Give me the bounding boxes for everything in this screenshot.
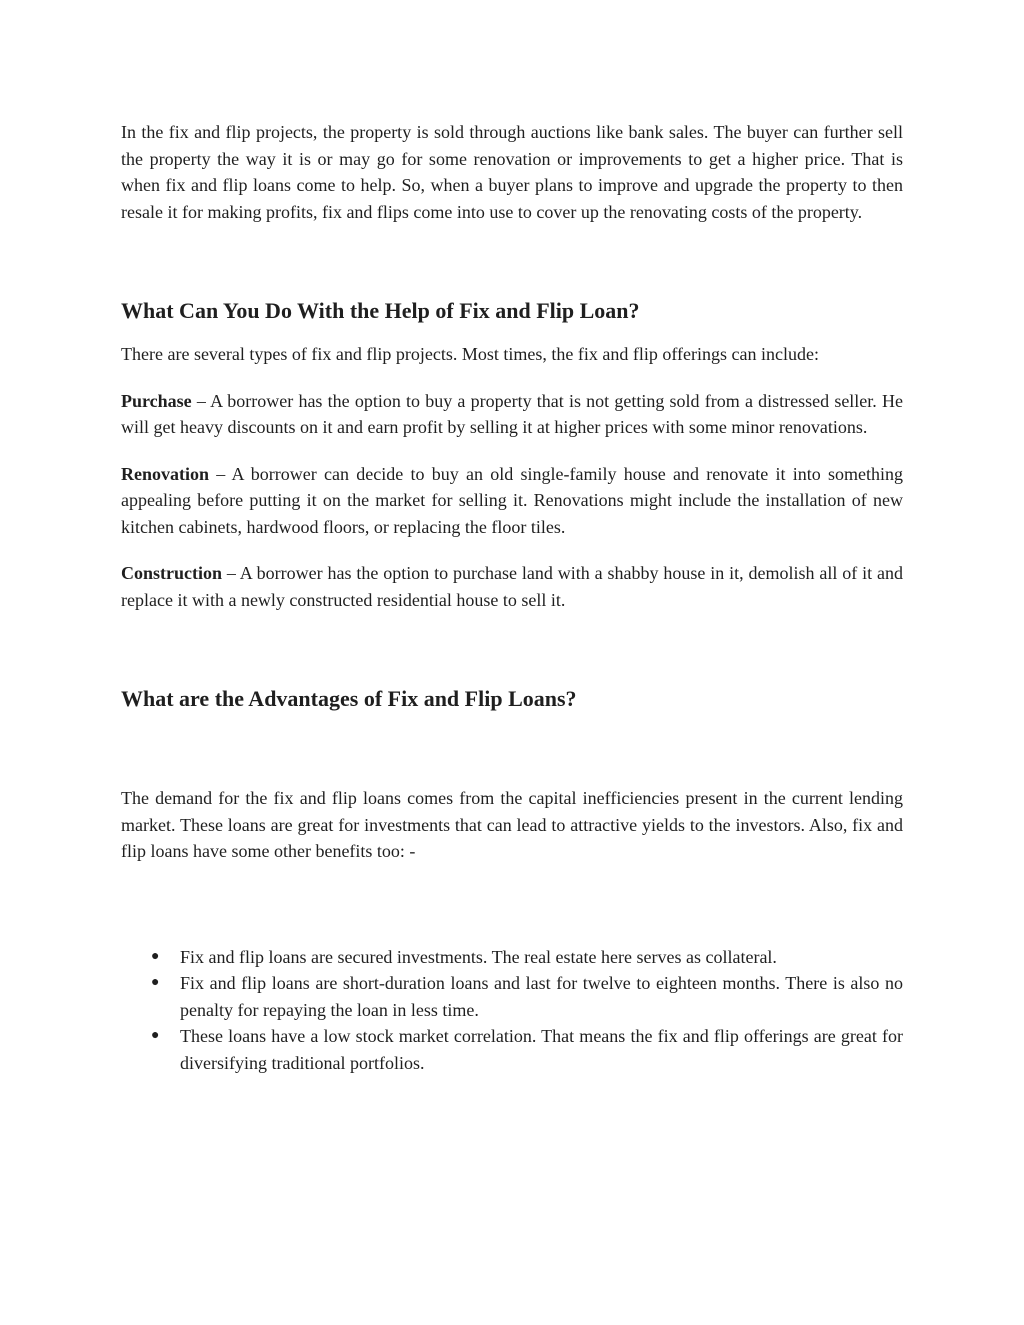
list-item [121,1023,903,1076]
item-term: Purchase [121,390,192,411]
benefits-list [121,944,903,1077]
bullet-icon: ● [151,1028,160,1043]
bullet-text: These loans have a low stock market correlation. That means the fix and flip offerings are great for diversifying traditional portfolios. [180,1026,903,1073]
list-item-renovation [121,461,903,541]
list-item [121,944,903,971]
item-term: Construction [121,563,223,583]
bullet-text: Fix and flip loans are secured investments. The real estate here serves as collateral. [180,946,777,967]
intro-paragraph: In the fix and flip projects, the property is sold through auctions like bank sales. The buyer can further sell the property the way it is or may go for some renovation or improvements to get a higher price. That is when fix and flip loans come to help. So, when a buyer plans to improve and upgrade the property to then resale it for making profits, fix and flips come into use to cover up the renovating costs of the property. [121,122,903,222]
item-text: – A borrower has the option to purchase land with a shabby house in it, demolish all of it and replace it with a newly constructed residential house to sell it. [121,563,903,610]
bullet-icon: ● [151,975,160,990]
item-text: – A borrower can decide to buy an old single-family house and renovate it into something appealing before putting it on the market for selling it. Renovations might include the installation of new kitchen cabinets, hardwood floors, or replacing the floor tiles. [121,463,903,537]
list-item-construction [121,560,903,613]
section2-lead-paragraph: The demand for the fix and flip loans comes from the capital inefficiencies present in the current lending market. These loans are great for investments that can lead to attractive yields to the investors. Also, fix and flip loans have some other benefits too: - [121,788,903,861]
section-heading-what-can-you-do: What Can You Do With the Help of Fix and Flip Loan? [121,298,640,323]
section1-lead-paragraph: There are several types of fix and flip projects. Most times, the fix and flip offerings can include: [121,344,819,364]
bullet-icon: ● [151,948,160,964]
section-heading-advantages: What are the Advantages of Fix and Flip Loans? [121,686,577,711]
item-term: Renovation [121,463,210,484]
list-item-purchase [121,388,903,441]
document-page [121,119,903,1076]
bullet-text: Fix and flip loans are short-duration loans and last for twelve to eighteen months. There is also no penalty for repaying the loan in less time. [180,973,903,1020]
list-item [121,970,903,1023]
item-text: – A borrower has the option to buy a property that is not getting sold from a distressed seller. He will get heavy discounts on it and earn profit by selling it at higher prices with some minor renovations. [121,390,903,437]
